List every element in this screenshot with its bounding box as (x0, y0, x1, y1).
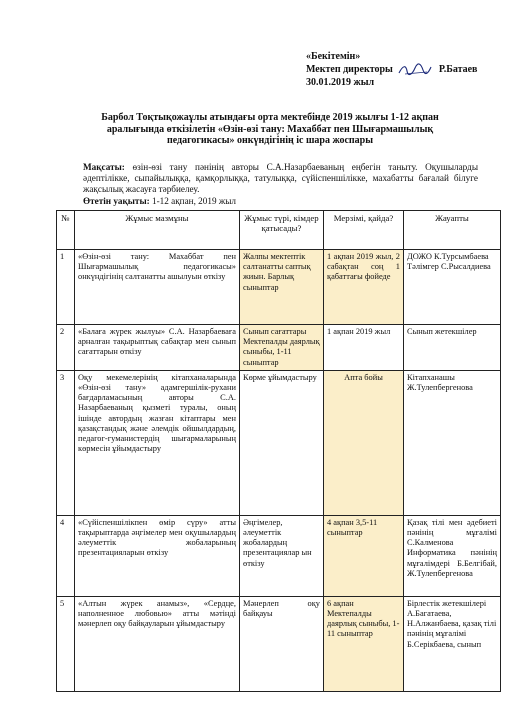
row-responsible: Қазақ тілі мен әдебиеті пәнінің мұғалімі С.Калменова Информатика пәнінің мұғалімдері Б.Белгібай, Ж.Тулепбергенова (404, 515, 501, 596)
plan-table (56, 210, 501, 692)
table-row (57, 250, 501, 325)
row-responsible: Бірлестік жетекшілері А.Багатаева, Н.Алжанбаева, қазақ тілі пәнінің мұғалімі Б.Серікбаева, сынып (404, 596, 501, 691)
signature-icon (397, 63, 433, 77)
table-row (57, 596, 501, 691)
row-responsible: Сынып жетекшілер (404, 325, 501, 371)
header-num: № (57, 211, 75, 250)
row-num: 4 (57, 515, 75, 596)
row-when: Апта бойы (324, 370, 404, 515)
date-label: Өтетін уақыты: (83, 196, 150, 206)
row-responsible: Кітапханашы Ж.Тулепбергенова (404, 370, 501, 515)
purpose-label: Мақсаты: (83, 162, 125, 172)
row-type: Мәнерлеп оқу байқауы (240, 596, 324, 691)
row-content: «Алтын жүрек анамыз», «Сердце, наполненное любовью» атты мәтінді мәнерлеп оқу байқауларын ұйымдастыру (75, 596, 240, 691)
row-when: 1 ақпан 2019 жыл, 2 сабақтан соң 1 қабаттағы фойеде (324, 250, 404, 325)
approval-block (306, 51, 477, 89)
approval-signature-row (306, 63, 477, 77)
header-type: Жұмыс түрі, кімдер қатысады? (240, 211, 324, 250)
row-num: 5 (57, 596, 75, 691)
table-row (57, 325, 501, 371)
purpose-paragraph (83, 162, 478, 195)
row-when: 6 ақпан Мектепалды даярлық сыныбы, 1-11 сыныптар (324, 596, 404, 691)
table-row (57, 370, 501, 515)
row-num: 1 (57, 250, 75, 325)
approval-signer: Р.Батаев (438, 64, 478, 75)
row-when: 1 ақпан 2019 жыл (324, 325, 404, 371)
date-text: 1-12 ақпан, 2019 жыл (149, 196, 236, 206)
row-type: Сынып сағаттары Мектепалды даярлық сыныбы, 1-11 сыныптар (240, 325, 324, 371)
row-content: «Сүйіспеншілікпен өмір сүру» атты тақырыптарда әңгімелер мен оқушылардың әлеуметтік жобаларының презентацияларын өткізу (75, 515, 240, 596)
header-responsible: Жауапты (404, 211, 501, 250)
date-line (83, 196, 478, 207)
header-content: Жұмыс мазмұны (75, 211, 240, 250)
row-num: 2 (57, 325, 75, 371)
table-row (57, 515, 501, 596)
approval-line1: «Бекітемін» (306, 51, 361, 62)
row-responsible: ДОЖО К.Турсымбаева Тәлімгер С.Рысалдиева (404, 250, 501, 325)
approval-line2: Мектеп директоры (306, 64, 393, 75)
row-type: Көрме ұйымдастыру (240, 370, 324, 515)
row-content: Оқу мекемелерінің кітапханаларында «Өзін-өзі тану» адамгершілік-рухани бағдарламасының авторы С.А. Назарбаеваның қызметі туралы, оның ішінде автордың жазған кітаптары мен қазақстандық және әлемдік ойшылдардың, педагог-гуманистердің шығармаларының көрмесін ұйымдастыру (75, 370, 240, 515)
document-title: Барбол Тоқтықожаұлы атындағы орта мектебінде 2019 жылғы 1-12 ақпан аралығында өткізілетін «Өзін-өзі тану: Махаббат пен Шығармашылық педагогикасы» онкүндігінің іс шара жоспары (101, 112, 439, 146)
row-type: Жалпы мектептік салтанатты саптық жиын. Барлық сыныптар (240, 250, 324, 325)
row-type: Әңгімелер, әлеуметтік жобалардың презентациялар ын өткізу (240, 515, 324, 596)
purpose-text: өзін-өзі тану пәнінің авторы С.А.Назарбаеваның еңбегін таныту. Оқушыларды әдептілікке, сыпайылыққа, қамқорлыққа, татулыққа, сүйіспеншілікке, махабатты бағалай білуге жақсылық жасауға тәрбиелеу. (83, 162, 478, 194)
row-when: 4 ақпан 3,5-11 сыныптар (324, 515, 404, 596)
approval-date: 30.01.2019 жыл (306, 77, 375, 88)
row-content: «Балаға жүрек жылуы» С.А. Назарбаеваға арналған тақырыптық сабақтар мен сынып сағаттарын өткізу (75, 325, 240, 371)
row-num: 3 (57, 370, 75, 515)
header-when: Мерзімі, қайда? (324, 211, 404, 250)
row-content: «Өзін-өзі тану: Махаббат пен Шығармашылық педагогикасы» онкүндігінің салтанатты ашылуын өткізу (75, 250, 240, 325)
